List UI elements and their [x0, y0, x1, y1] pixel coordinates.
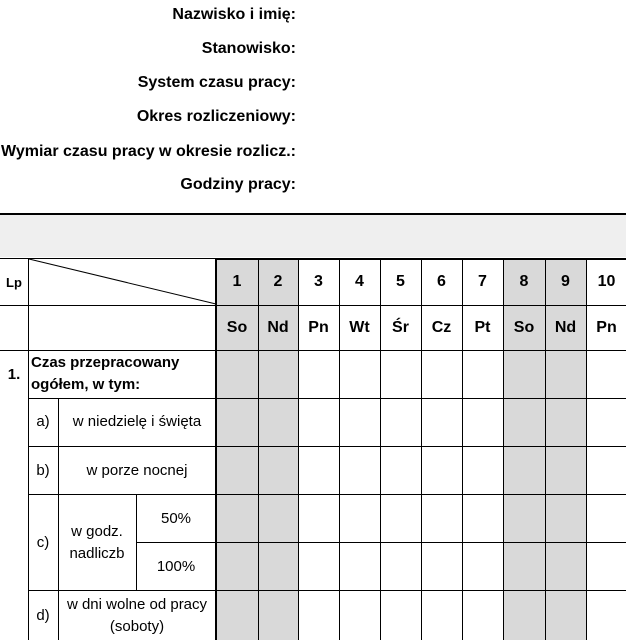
row-d-label-line2: (soboty) [109, 617, 165, 635]
row-b-letter: b) [36, 461, 50, 479]
grid-line-v [298, 258, 299, 640]
row-c-label-line2: nadliczb [69, 544, 125, 562]
day-number-7: 7 [478, 272, 487, 290]
grid-line-v [380, 258, 381, 640]
day-abbr-6: Cz [431, 318, 452, 336]
day-number-8: 8 [519, 272, 529, 290]
row-d-label [58, 591, 216, 640]
grid-line-h [28, 494, 216, 495]
row-1-title-line1: Czas przepracowany [31, 354, 180, 371]
row-b-label: w porze nocnej [86, 461, 188, 479]
row-1-title [31, 352, 216, 396]
employee-name-label: Nazwisko i imię: [172, 6, 296, 23]
lp-header: Lp [6, 274, 22, 290]
grid-line-v [258, 258, 259, 640]
grid-line-h [0, 350, 216, 351]
grid-line-v [339, 258, 340, 640]
day-number-1: 1 [232, 272, 242, 290]
grid-line-h [0, 305, 216, 306]
day-abbr-8: So [513, 318, 535, 336]
row-d-label-line1: w dni wolne od pracy [66, 595, 208, 613]
grid-line-v [136, 494, 137, 590]
working-hours-label: Godziny pracy: [180, 176, 296, 193]
settlement-period-label: Okres rozliczeniowy: [136, 108, 296, 125]
grid-line-v [58, 398, 59, 640]
day-abbr-3: Pn [308, 318, 329, 336]
day-number-3: 3 [314, 272, 323, 290]
day-number-5: 5 [396, 272, 405, 290]
grid-line-v [586, 258, 587, 640]
grid-line-h [28, 446, 216, 447]
grid-line-h [28, 398, 216, 399]
row-c-letter: c) [36, 534, 50, 551]
row-1-title-line2: ogółem, w tym: [31, 376, 141, 393]
grid-line-v [545, 258, 546, 640]
grid-line-h [28, 590, 216, 591]
grid-line-v [28, 258, 29, 640]
grid-line-h [0, 258, 216, 259]
grid-line-v [421, 258, 422, 640]
day-abbr-7: Pt [474, 318, 491, 336]
row-c-label [58, 495, 136, 590]
day-abbr-5: Śr [392, 318, 409, 336]
row-c-sub-50: 50% [160, 510, 192, 527]
day-abbr-1: So [226, 318, 248, 336]
work-time-system-label: System czasu pracy: [137, 74, 296, 91]
day-abbr-9: Nd [554, 318, 577, 336]
work-time-dimension-label: Wymiar czasu pracy w okresie rozlicz.: [1, 143, 296, 160]
day-number-10: 10 [597, 272, 616, 290]
row-a-label: w niedzielę i święta [72, 413, 202, 430]
day-number-9: 9 [561, 272, 570, 290]
grid-line-v [503, 258, 504, 640]
grid-line-v [462, 258, 463, 640]
row-d-letter: d) [36, 607, 50, 624]
row-c-sub-100: 100% [156, 558, 196, 575]
row-c-label-line1: w godz. [71, 522, 123, 540]
day-abbr-2: Nd [267, 318, 289, 336]
grid-line-h [136, 542, 216, 543]
day-abbr-4: Wt [349, 318, 370, 336]
grid-line-v-thick [215, 258, 217, 640]
day-number-4: 4 [355, 272, 364, 290]
row-1-number: 1. [7, 366, 21, 383]
day-abbr-10: Pn [596, 318, 617, 336]
day-number-2: 2 [273, 272, 283, 290]
position-label: Stanowisko: [201, 40, 296, 57]
row-a-letter: a) [36, 413, 50, 430]
day-number-6: 6 [437, 272, 446, 290]
